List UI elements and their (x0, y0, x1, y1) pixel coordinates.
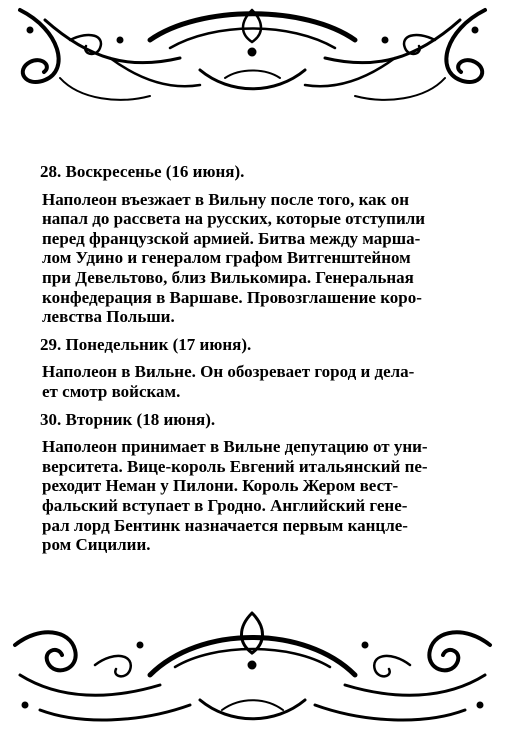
entry-heading: 28. Воскресенье (16 июня). (40, 162, 245, 181)
entry-paragraph (40, 437, 480, 555)
entry-paragraph (40, 190, 480, 327)
text-line: левства Польши. (42, 307, 175, 327)
top-ornament-icon (0, 0, 505, 110)
text-line: реходит Неман у Пилони. Король Жером вест- (42, 476, 399, 496)
text-line: фальский вступает в Гродно. Английский гене- (42, 495, 408, 515)
text-line: при Девельтово, близ Вилькомира. Генеральная (42, 267, 414, 287)
entry-30 (40, 410, 480, 555)
text-line: лом Удино и генералом графом Витгенштейном (42, 248, 411, 268)
entry-29 (40, 335, 480, 402)
text-line: конфедерация в Варшаве. Провозглашение коро- (42, 287, 422, 307)
text-line: Наполеон принимает в Вильне депутацию от уни- (42, 437, 428, 457)
text-line: Наполеон въезжает в Вильну после того, как он (42, 189, 410, 209)
entry-heading: 30. Вторник (18 июня). (40, 409, 216, 429)
document-body (40, 162, 480, 563)
text-line: Наполеон в Вильне. Он обозревает город и дела- (42, 362, 415, 382)
text-line: напал до рассвета на русских, которые отступили (42, 209, 426, 229)
text-line: рал лорд Бентинк назначается первым канцле- (42, 515, 408, 535)
text-line: перед французской армией. Битва между марша- (42, 228, 421, 248)
text-line: ром Сицилии. (42, 535, 151, 555)
entry-paragraph (40, 362, 480, 401)
entry-heading: 29. Понедельник (17 июня). (40, 334, 252, 354)
entry-28 (40, 162, 480, 327)
text-line: ет смотр войскам. (42, 381, 181, 401)
bottom-ornament-icon (0, 605, 505, 732)
text-line: верситета. Вице-король Евгений итальянский пе- (42, 456, 428, 476)
